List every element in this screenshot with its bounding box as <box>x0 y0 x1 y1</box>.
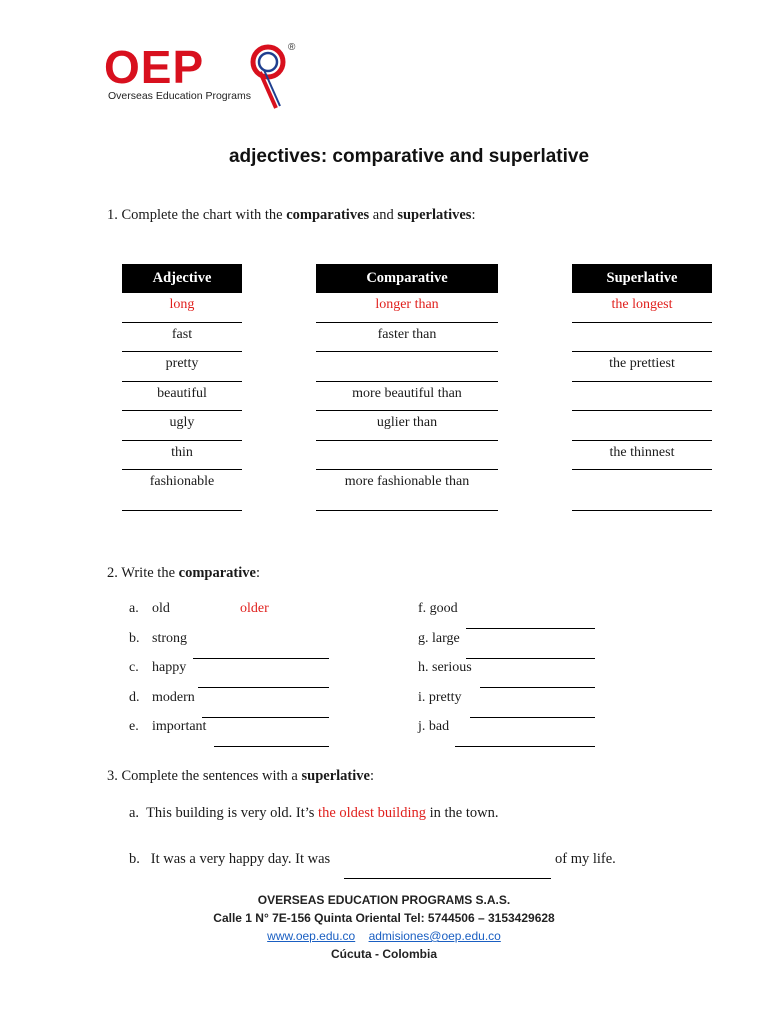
answer-blank[interactable] <box>193 658 329 659</box>
chart-cell: long <box>122 293 242 323</box>
sentence-b: b. It was a very happy day. It was <box>129 851 331 867</box>
answer-blank[interactable] <box>466 658 595 659</box>
adjective-column <box>122 264 242 511</box>
chart-cell: beautiful <box>122 382 242 412</box>
answer-blank[interactable] <box>466 628 595 629</box>
item-letter: d. <box>129 690 140 705</box>
chart-blank[interactable] <box>572 382 712 412</box>
answer-blank[interactable] <box>470 717 595 718</box>
section1-instruction: 1. Complete the chart with the comparatives and superlatives: <box>107 207 476 223</box>
comparative-header: Comparative <box>316 264 498 293</box>
chart-cell: fast <box>122 323 242 353</box>
chart-cell: thin <box>122 441 242 471</box>
footer-web-link[interactable]: www.oep.edu.co <box>267 929 356 943</box>
chart-blank[interactable] <box>572 323 712 353</box>
item-word: old <box>152 601 170 616</box>
chart-cell: faster than <box>316 323 498 353</box>
item-letter: a. <box>129 601 139 616</box>
footer-email-link[interactable]: admisiones@oep.edu.co <box>368 929 501 943</box>
sentence-b-end: of my life. <box>555 851 616 867</box>
item-word: j. bad <box>418 719 450 734</box>
sentence-b-blank[interactable] <box>344 878 551 879</box>
section2-instruction: 2. Write the comparative: <box>107 565 260 581</box>
section3-instruction: 3. Complete the sentences with a superlative: <box>107 768 374 784</box>
answer-blank[interactable] <box>214 746 329 747</box>
chart-cell: ugly <box>122 411 242 441</box>
chart-cell: pretty <box>122 352 242 382</box>
superlative-header: Superlative <box>572 264 712 293</box>
item-word: strong <box>152 631 187 646</box>
item-letter: c. <box>129 660 139 675</box>
page-title: adjectives: comparative and superlative <box>228 146 590 167</box>
chart-blank[interactable] <box>316 352 498 382</box>
chart-cell: more beautiful than <box>316 382 498 412</box>
footer-city: Cúcuta - Colombia <box>330 947 437 961</box>
chart-blank[interactable] <box>572 470 712 511</box>
footer-links <box>0 927 768 945</box>
item-word: modern <box>152 690 195 705</box>
item-word: g. large <box>418 631 460 646</box>
comparative-column <box>316 264 498 511</box>
item-word: h. serious <box>418 660 472 675</box>
answer-blank[interactable] <box>480 687 595 688</box>
answer-blank[interactable] <box>455 746 595 747</box>
chart-cell: fashionable <box>122 470 242 511</box>
chart-blank[interactable] <box>572 411 712 441</box>
logo-emblem-icon <box>250 40 290 112</box>
chart-cell: the longest <box>572 293 712 323</box>
adjective-header: Adjective <box>122 264 242 293</box>
footer <box>0 891 768 963</box>
answer-blank[interactable] <box>198 687 329 688</box>
answer-blank[interactable] <box>202 717 329 718</box>
footer-company: OVERSEAS EDUCATION PROGRAMS S.A.S. <box>257 893 511 907</box>
chart-cell: uglier than <box>316 411 498 441</box>
chart-blank[interactable] <box>316 441 498 471</box>
superlative-column <box>572 264 712 511</box>
registered-mark: ® <box>288 42 296 53</box>
item-word: i. pretty <box>418 690 462 705</box>
chart-cell: the thinnest <box>572 441 712 471</box>
item-letter: b. <box>129 631 140 646</box>
item-word: happy <box>152 660 187 675</box>
logo-letters: OEP <box>104 41 205 93</box>
chart-cell: longer than <box>316 293 498 323</box>
item-word: f. good <box>418 601 458 616</box>
item-letter: e. <box>129 719 139 734</box>
sentence-a: a. This building is very old. It’s the oldest building in the town. <box>129 805 499 821</box>
chart-cell: the prettiest <box>572 352 712 382</box>
item-word: important <box>152 719 207 734</box>
chart-cell: more fashionable than <box>316 470 498 511</box>
oep-logo <box>104 40 304 115</box>
footer-address: Calle 1 N° 7E-156 Quinta Oriental Tel: 5744506 – 3153429628 <box>213 911 555 925</box>
item-answer: older <box>240 601 269 616</box>
logo-tagline: Overseas Education Programs <box>108 90 251 102</box>
